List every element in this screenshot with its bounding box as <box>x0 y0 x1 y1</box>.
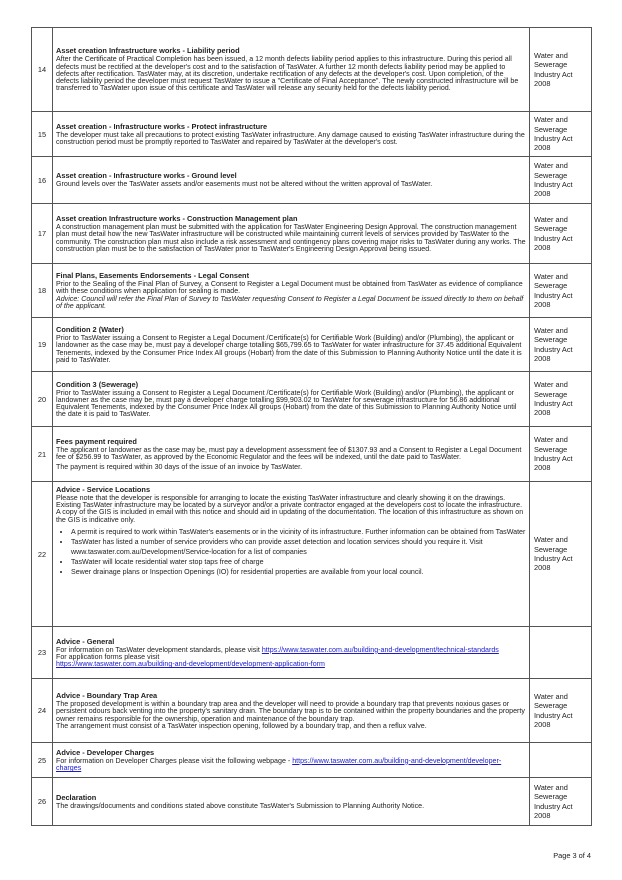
act-reference: Water and Sewerage Industry Act 2008 <box>530 112 592 157</box>
condition-title: Advice - Service Locations <box>56 485 151 494</box>
act-reference: Water and Sewerage Industry Act 2008 <box>530 318 592 372</box>
condition-text: A construction management plan must be submitted with the application for TasWater Engineering Design Approval. The construction management plan must detail how the new TasWater infrastructure will be constructed while maintaining current levels of services provided by TasWater to the community. The construction plan must also include a risk assessment and contingency plans covering major risks to TasWater during any works. The construction plan must be to the satisfaction of TasWater prior to TasWater's Engineering Design Approval being issued. <box>56 223 526 253</box>
condition-text-2: The arrangement must consist of a TasWater inspection opening, followed by a boundary trap, and then a reflux valve. <box>56 721 427 730</box>
condition-cell <box>53 372 530 427</box>
condition-title: Asset creation - Infrastructure works - Protect infrastructure <box>56 121 268 131</box>
condition-text: The drawings/documents and conditions stated above constitute TasWater's Submission to Planning Authority Notice. <box>56 801 425 810</box>
row-number: 21 <box>32 427 53 482</box>
table-row <box>32 264 592 318</box>
table-row <box>32 778 592 826</box>
condition-cell <box>53 157 530 204</box>
condition-cell <box>53 28 530 112</box>
condition-cell <box>53 427 530 482</box>
act-reference: Water and Sewerage Industry Act 2008 <box>530 679 592 743</box>
conditions-table <box>31 27 592 826</box>
condition-text-2: A copy of the GIS is included in email with this notice and should aid in updating of the documentation. The location of this infrastructure as shown on the GIS is indicative only. <box>56 508 524 524</box>
act-reference <box>530 743 592 778</box>
act-reference: Water and Sewerage Industry Act 2008 <box>530 372 592 427</box>
condition-text <box>56 758 526 772</box>
condition-title: Advice - Developer Charges <box>56 747 155 757</box>
bullet-list <box>56 527 526 577</box>
act-reference: Water and Sewerage Industry Act 2008 <box>530 157 592 204</box>
row-number: 20 <box>32 372 53 427</box>
condition-text: Ground levels over the TasWater assets and/or easements must not be altered without the written approval of TasWater. <box>56 180 433 189</box>
table-row <box>32 372 592 427</box>
list-item: • Sewer drainage plans or Inspection Openings (IO) for residential properties are available from your local council. <box>71 567 526 577</box>
condition-text: Prior to TasWater issuing a Consent to Register a Legal Document /Certificate(s) for Certifiable Work (Building) and/or (Plumbing), the applicant or landowner as the case may be, must pay a developer charge totalling $99,903.02 to TasWater for sewerage infrastructure for 56.86 additional Equivalent Tenements, indexed by the Consumer Price Index All groups (Hobart) from the date of this Submission to Planning Authority Notice until the date it is paid to TasWater. <box>56 388 517 419</box>
row-number: 23 <box>32 627 53 679</box>
condition-title: Asset creation Infrastructure works - Liability period <box>56 46 240 56</box>
act-reference: Water and Sewerage Industry Act 2008 <box>530 204 592 264</box>
act-reference: Water and Sewerage Industry Act 2008 <box>530 778 592 826</box>
condition-text: The applicant or landowner as the case may be, must pay a development assessment fee of $1307.93 and a Consent to Register a Legal Document fee of $256.99 to TasWater, as approved by the Economic Regulator and the fees will be indexed, until the date paid to TasWater. <box>56 446 522 462</box>
row-number: 22 <box>32 482 53 627</box>
condition-text: The proposed development is within a boundary trap area and the developer will need to provide a boundary trap that prevents noxious gases or persistent odours back venting into the property's sanitary drain. The boundary trap is to be contained within the property boundaries and the property owner remains responsible for the ownership, operation and maintenance of the boundary trap. <box>56 700 525 723</box>
row-number: 18 <box>32 264 53 318</box>
table-row <box>32 679 592 743</box>
condition-title: Advice - Boundary Trap Area <box>56 691 158 701</box>
condition-title: Advice - General <box>56 636 115 646</box>
text-line-2: For application forms please visit <box>56 652 160 661</box>
condition-cell <box>53 778 530 826</box>
row-number: 25 <box>32 743 53 778</box>
condition-cell <box>53 679 530 743</box>
condition-title: Fees payment required <box>56 437 137 447</box>
row-number: 24 <box>32 679 53 743</box>
condition-cell <box>53 318 530 372</box>
list-item: • TasWater will locate residential water stop taps free of charge <box>71 557 526 567</box>
table-row <box>32 112 592 157</box>
table-row <box>32 627 592 679</box>
text-line: For information on TasWater development standards, please visit <box>56 645 260 654</box>
row-number: 19 <box>32 318 53 372</box>
row-number: 15 <box>32 112 53 157</box>
condition-text-2: The payment is required within 30 days of the issue of an invoice by TasWater. <box>56 462 303 471</box>
table-row <box>32 318 592 372</box>
condition-text: Prior to TasWater issuing a Consent to Register a Legal Document /Certificate(s) for Certifiable Work (Building) and/or (Plumbing), the applicant or landowner as the case may be, must pay a developer charge totalling $65,799.65 to TasWater for water infrastructure for 37.45 additional Equivalent Tenements, indexed by the Consumer Price Index All groups (Hobart) from the date of this Submission to Planning Authority Notice until the date it is paid to TasWater. <box>56 334 522 364</box>
application-form-link[interactable]: https://www.taswater.com.au/building-and-development/development-application-form <box>56 660 325 669</box>
condition-text: After the Certificate of Practical Completion has been issued, a 12 month defects liability period applies to this infrastructure. During this period all defects must be rectified at the developer's cost and to the satisfaction of TasWater. A further 12 month defects liability period may be applied to defects after rectification. TasWater may, at its discretion, undertake rectification of any defects at the developer's cost. Upon completion, of the defects liability period the developer must request TasWater to issue a "Certificate of Final Acceptance". The newly constructed infrastructure will be transferred to TasWater upon issue of this certificate and TasWater will release any security held for the defects liability period. <box>56 55 519 93</box>
technical-standards-link[interactable]: https://www.taswater.com.au/building-and-development/technical-standards <box>261 645 499 654</box>
condition-cell <box>53 112 530 157</box>
table-row <box>32 157 592 204</box>
row-number: 26 <box>32 778 53 826</box>
act-reference <box>530 627 592 679</box>
row-number: 14 <box>32 28 53 112</box>
condition-cell <box>53 627 530 679</box>
act-reference: Water and Sewerage Industry Act 2008 <box>530 28 592 112</box>
text-line: For information on Developer Charges please visit the following webpage - <box>56 756 291 765</box>
condition-title: Final Plans, Easements Endorsements - Legal Consent <box>56 271 250 281</box>
list-item: • A permit is required to work within TasWater's easements or in the vicinity of its infrastructure. Further information can be obtained from TasWater <box>71 527 526 537</box>
condition-title: Condition 2 (Water) <box>56 325 124 335</box>
table-row <box>32 204 592 264</box>
row-number: 17 <box>32 204 53 264</box>
condition-cell <box>53 743 530 778</box>
condition-title: Asset creation Infrastructure works - Construction Management plan <box>56 214 298 224</box>
table-row <box>32 743 592 778</box>
list-item: • TasWater has listed a number of service providers who can provide asset detection and location services should you require it. Visit www.taswater.com.au/Development/Service-location for a list of companies <box>71 537 526 557</box>
act-reference: Water and Sewerage Industry Act 2008 <box>530 427 592 482</box>
table-row <box>32 427 592 482</box>
page-number: Page 3 of 4 <box>553 851 591 860</box>
condition-title: Condition 3 (Sewerage) <box>56 379 139 389</box>
condition-text: The developer must take all precautions to protect existing TasWater infrastructure. Any damage caused to existing TasWater infrastructure during the construction period must be promptly reported to TasWater and repaired by TasWater at the developer's cost. <box>56 130 525 146</box>
condition-cell <box>53 482 530 627</box>
act-reference: Water and Sewerage Industry Act 2008 <box>530 482 592 627</box>
table-row <box>32 28 592 112</box>
condition-cell <box>53 204 530 264</box>
condition-text: Prior to the Sealing of the Final Plan of Survey, a Consent to Register a Legal Document must be obtained from TasWater as evidence of compliance with these conditions when application for sealing is made. <box>56 280 523 296</box>
condition-text: Please note that the developer is responsible for arranging to locate the existing TasWater infrastructure and clearly showing it on the drawings. Existing TasWater infrastructure may be located by a surveyor and/or a private contractor engaged at the developers cost to locate the infrastructure. <box>56 494 523 510</box>
condition-title: Declaration <box>56 792 97 802</box>
row-number: 16 <box>32 157 53 204</box>
advice-text: Advice: Council will refer the Final Plan of Survey to TasWater requesting Consent to Register a Legal Document be issued directly to them on behalf of the applicant. <box>56 294 524 310</box>
developer-charges-link[interactable]: https://www.taswater.com.au/building-and-development/developer-charges <box>56 756 502 772</box>
condition-title: Asset creation - Infrastructure works - Ground level <box>56 171 237 181</box>
table-row <box>32 482 592 627</box>
act-reference: Water and Sewerage Industry Act 2008 <box>530 264 592 318</box>
condition-cell <box>53 264 530 318</box>
